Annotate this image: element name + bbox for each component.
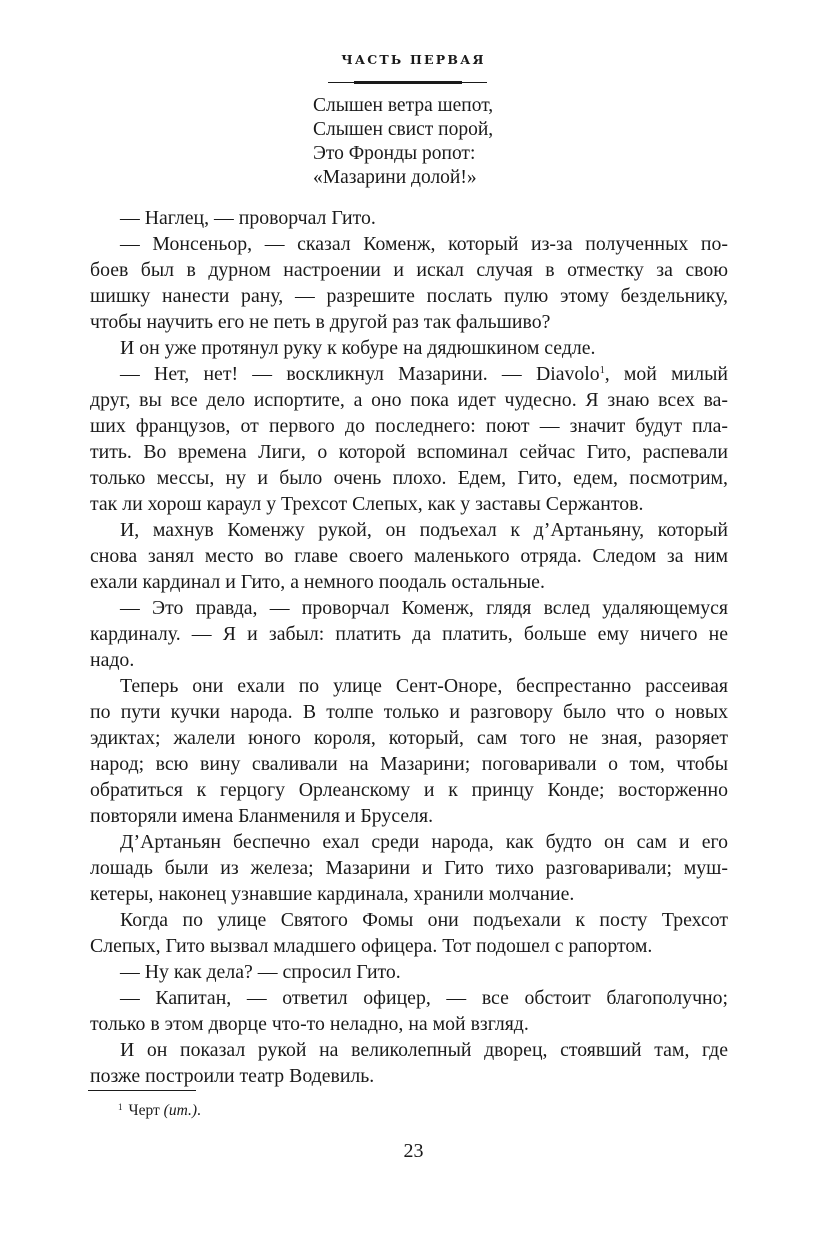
text-line <box>90 959 728 985</box>
text-line <box>90 413 728 439</box>
verse-line: Это Фронды ропот: <box>313 143 476 164</box>
footnote-marker: 1 <box>118 1102 123 1112</box>
line-text: И он показал рукой на великолепный дворец, стоявший там, где <box>120 1039 728 1061</box>
line-text: кетеры, наконец узнавшие кардинала, хранили молчание. <box>90 883 575 905</box>
text-line <box>90 855 728 881</box>
text-line <box>90 309 728 335</box>
text-line <box>90 751 728 777</box>
text-line <box>90 777 728 803</box>
text-line <box>90 985 728 1011</box>
line-text: Теперь они ехали по улице Сент-Оноре, беспрестанно рассеивая <box>120 675 728 697</box>
line-text: только в этом дворце что-то неладно, на мой взгляд. <box>90 1013 529 1035</box>
line-text: Когда по улице Святого Фомы они подъехали к посту Трехсот <box>120 909 728 931</box>
text-line <box>90 283 728 309</box>
text-line <box>90 439 728 465</box>
text-line <box>90 881 728 907</box>
line-text: ехали кардинал и Гито, а немного поодаль остальные. <box>90 571 545 593</box>
page-number: 23 <box>403 1140 424 1162</box>
line-text: только мессы, ну и было очень плохо. Едем, Гито, едем, посмотрим, <box>90 467 728 489</box>
text-line <box>90 517 728 543</box>
text-line <box>90 725 728 751</box>
text-line <box>90 1037 728 1063</box>
footnote-italic: (ит.) <box>163 1102 197 1119</box>
text-line <box>90 543 728 569</box>
line-text: чтобы научить его не петь в другой раз так фальшиво? <box>90 311 551 333</box>
text-line <box>90 699 728 725</box>
text-line <box>90 491 728 517</box>
verse-line: «Мазарини долой!» <box>313 167 477 188</box>
line-text: И, махнув Коменжу рукой, он подъехал к д’Артаньяну, который <box>120 519 728 541</box>
text-line <box>90 361 728 387</box>
line-text: тить. Во времена Лиги, о которой вспоминал сейчас Гито, распевали <box>90 441 728 463</box>
text-line <box>90 647 728 673</box>
text-line <box>90 335 728 361</box>
text-line <box>90 465 728 491</box>
line-text: И он уже протянул руку к кобуре на дядюшкином седле. <box>120 337 596 359</box>
line-text: лошадь были из железа; Мазарини и Гито тихо разговаривали; муш- <box>90 857 728 879</box>
footnote-text: Черт <box>128 1102 164 1119</box>
line-text: Слепых, Гито вызвал младшего офицера. Тот подошел с рапортом. <box>90 935 653 957</box>
footnote-rule <box>88 1090 196 1091</box>
line-text: кардиналу. — Я и забыл: платить да платить, больше ему ничего не <box>90 623 728 645</box>
line-text: боев был в дурном настроении и искал случая в отместку за свою <box>90 259 728 281</box>
text-line <box>90 907 728 933</box>
text-line <box>90 621 728 647</box>
text-line <box>90 1011 728 1037</box>
verse-line: Слышен свист порой, <box>313 119 494 140</box>
text-line <box>90 829 728 855</box>
text-line <box>90 257 728 283</box>
text-line <box>90 933 728 959</box>
line-text: по пути кучки народа. В толпе только и разговору было что о новых <box>90 701 728 723</box>
running-head: ЧАСТЬ ПЕРВАЯ <box>341 52 486 67</box>
line-text-continued: , мой милый <box>604 363 728 385</box>
line-text: — Ну как дела? — спросил Гито. <box>120 961 401 983</box>
footnote-tail: . <box>197 1102 201 1119</box>
footnote <box>118 1101 201 1121</box>
line-text: шишку нанести рану, — разрешите послать пулю этому бездельнику, <box>90 285 728 307</box>
text-line <box>90 569 728 595</box>
line-text: друг, вы все дело испортите, а оно пока идет чудесно. Я знаю всех ва- <box>90 389 728 411</box>
line-text: позже построили театр Водевиль. <box>90 1065 375 1087</box>
line-text: — Капитан, — ответил офицер, — все обстоит благополучно; <box>120 987 728 1009</box>
line-text: надо. <box>90 649 135 671</box>
text-line <box>90 387 728 413</box>
line-text: народ; всю вину сваливали на Мазарини; поговаривали о том, чтобы <box>90 753 728 775</box>
line-text: так ли хорош караул у Трехсот Слепых, как у заставы Сержантов. <box>90 493 644 515</box>
body-text <box>90 205 728 1089</box>
line-text: Д’Артаньян беспечно ехал среди народа, как будто он сам и его <box>120 831 728 853</box>
text-line <box>90 803 728 829</box>
line-text: — Наглец, — проворчал Гито. <box>120 207 376 229</box>
text-line <box>90 231 728 257</box>
line-text: обратиться к герцогу Орлеанскому и к принцу Конде; восторженно <box>90 779 728 801</box>
line-text: повторяли имена Бланмениля и Бруселя. <box>90 805 434 827</box>
line-text: — Это правда, — проворчал Коменж, глядя вслед удаляющемуся <box>120 597 728 619</box>
text-line <box>90 1063 728 1089</box>
footnote-reference[interactable]: 1 <box>599 365 605 376</box>
line-text: — Нет, нет! — воскликнул Мазарини. — Diavolo <box>120 363 600 385</box>
line-text: ших французов, от первого до последнего: поют — значит будут пла- <box>90 415 728 437</box>
header-rule-ornament <box>354 81 462 84</box>
verse-epigraph <box>313 94 493 190</box>
text-line <box>90 595 728 621</box>
text-line <box>90 673 728 699</box>
line-text: — Монсеньор, — сказал Коменж, который из-за полученных по- <box>120 233 728 255</box>
line-text: снова занял место во главе своего маленького отряда. Следом за ним <box>90 545 728 567</box>
line-text: эдиктах; жалели юного короля, который, сам того не зная, разоряет <box>90 727 728 749</box>
text-line <box>90 205 728 231</box>
verse-line: Слышен ветра шепот, <box>313 95 494 116</box>
